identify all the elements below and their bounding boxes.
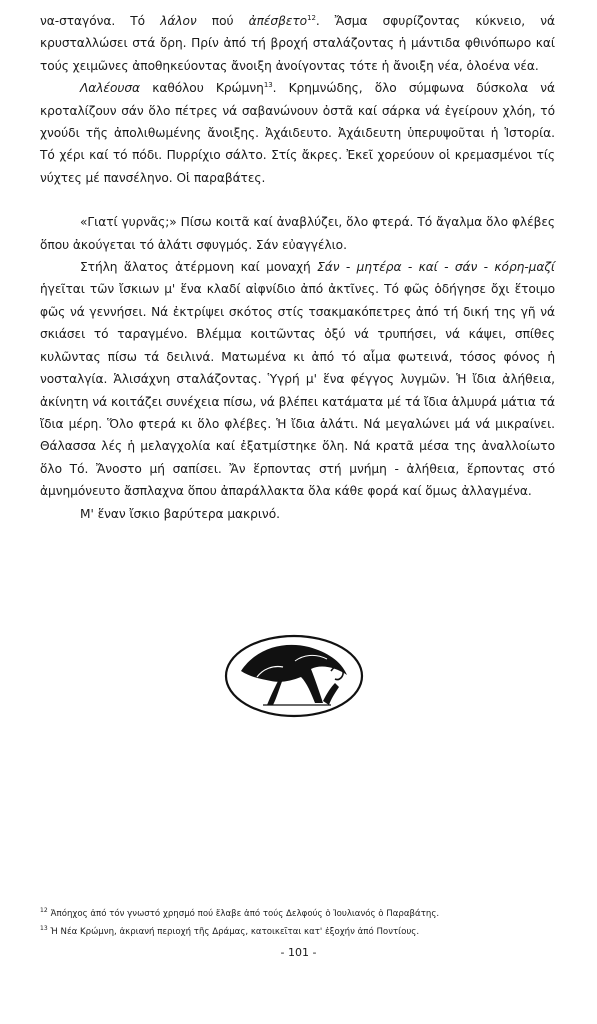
footnote-ref-12[interactable]: 12: [307, 13, 316, 22]
paragraph-3: «Γιατί γυρνᾶς;» Πίσω κοιτᾶ καί ἀναβλύζει, ὅλο φτερά. Τό ἄγαλμα ὅλο φλέβες ὅπου ἀκούγεται τό ἁλάτι σφυγμός. Σάν εὐαγγέλιο.: [40, 215, 555, 252]
italic-phrase: Σάν - μητέρα - καί - σάν - κόρη-μαζί: [317, 260, 555, 275]
body-text: [40, 10, 555, 525]
paragraph-4: Στήλη ἅλατος ἀτέρμονη καί μοναχή Σάν - μητέρα - καί - σάν - κόρη-μαζί ἡγεῖται τῶν ἴσκιων μ' ἕνα κλαδί αἰφνίδιο ἀπό ἀκτῖνες. Τό φῶς ὁδήγησε ὄχι ἕτοιμο φῶς νά γεννήσει. Νά ἐκτρίψει σκότος στίς τσακμακόπετρες ἀπό τή δική της γῆ νά σκιάσει τό ταραγμένο. Βλέμμα κοιτῶντας ὀξύ νά τρυπήσει, νά κάψει, σπίθες κυλῶντας πίσω τά δειλινά. Ματωμένα κι ἀπό τό αἷμα φωτεινά, τόσος φόνος ἡ νοσταλγία. Ἁλισάχνη σταλάζοντας. Ὑγρή μ' ἕνα φέγγος λυγμῶν. Ἡ ἴδια ἀλήθεια, ἀκίνητη νά κοιτάζει συνέχεια πίσω, νά βλέπει κατάματα μέ τά ἴδια ἁλμυρά μάτια τά ἴδια μέρη. Ὅλο φτερά κι ὅλο φλέβες. Ἡ ἴδια ἁλάτι. Νά μεγαλώνει μά νά μικραίνει. Θάλασσα λές ἡ μελαγχολία καί ἐξατμίστηκε ὅλη. Νά κρατᾶ μέσα της ἀναλλοίωτο ὅλο Τό. Ἄνοστο μή σαπίσει. Ἄν ἕρποντας στή μνήμη - ἀλήθεια, ἕρποντας στό ἀμνημόνευτο ἄσπλαχνα ὅπου ἀπαράλλακτα ὅλα κάθε φορά καί ὅμως ἀλλαγμένα.: [40, 260, 555, 499]
italic-phrase: ἀπέσβετο: [248, 14, 308, 28]
paragraph-5: Μ' ἕναν ἴσκιο βαρύτερα μακρινό.: [80, 506, 280, 521]
footnote-ref-13[interactable]: 13: [263, 81, 273, 90]
paragraph-1: να-σταγόνα. Τό λάλον πού ἀπέσβετο$^{12}$. Ἄσμα σφυρίζοντας κύκνειο, νά κρυσταλλώσει στά ὄρη. Πρίν ἀπό τή βροχή σταλάζοντας ἡ μάντιδα φθινόπωρο καί τούς χειμῶνες ἀποθηκεύοντας ἄνοιξη ἀνοίγοντας τότε ἡ ἄνοιξη νέα, ὁλοένα νέα.: [40, 13, 555, 73]
paragraph-2: Λαλέουσα καθόλου Κρώμνη$^{13}$. Κρημνώδης, ὅλο σύμφωνα δύσκολα νά κροταλίζουν σάν ὅλο πέτρες νά σαβανώνουν ὀστᾶ καί σάρκα νά ἐγείρουν χλόη, τό χνούδι τῆς ἀπολιθωμένης ἄνοιξης. Ἀχάιδευτο. Ἀχάιδευτη ὑπερυψοῦται ἡ Ἱστορία. Τό χέρι καί τό πόδι. Πυρρίχιο σάλτο. Στίς ἄκρες. Ἐκεῖ χορεύουν οἱ κρεμασμένοι τίς νύχτες μέ πανσέληνο. Οἱ παραβάτες.: [40, 81, 555, 185]
italic-phrase: Λαλέουσα: [80, 81, 141, 96]
footnote-13: $^{13}$ Ἡ Νέα Κρώμνη, ἀκριανή περιοχή τῆς Δράμας, κατοικεῖται κατ' ἐξοχήν ἀπό Ποντίους.: [40, 925, 420, 937]
page-number: - 101 -: [280, 946, 317, 959]
footnotes: [40, 905, 555, 941]
footnote-12: $^{12}$ Ἀπόηχος ἀπό τόν γνωστό χρησμό πού ἔλαβε ἀπό τούς Δελφούς ὁ Ἰουλιανός ὁ Παραβάτης.: [40, 907, 440, 919]
italic-phrase: λάλον: [160, 14, 197, 28]
ink-illustration: [223, 631, 365, 721]
